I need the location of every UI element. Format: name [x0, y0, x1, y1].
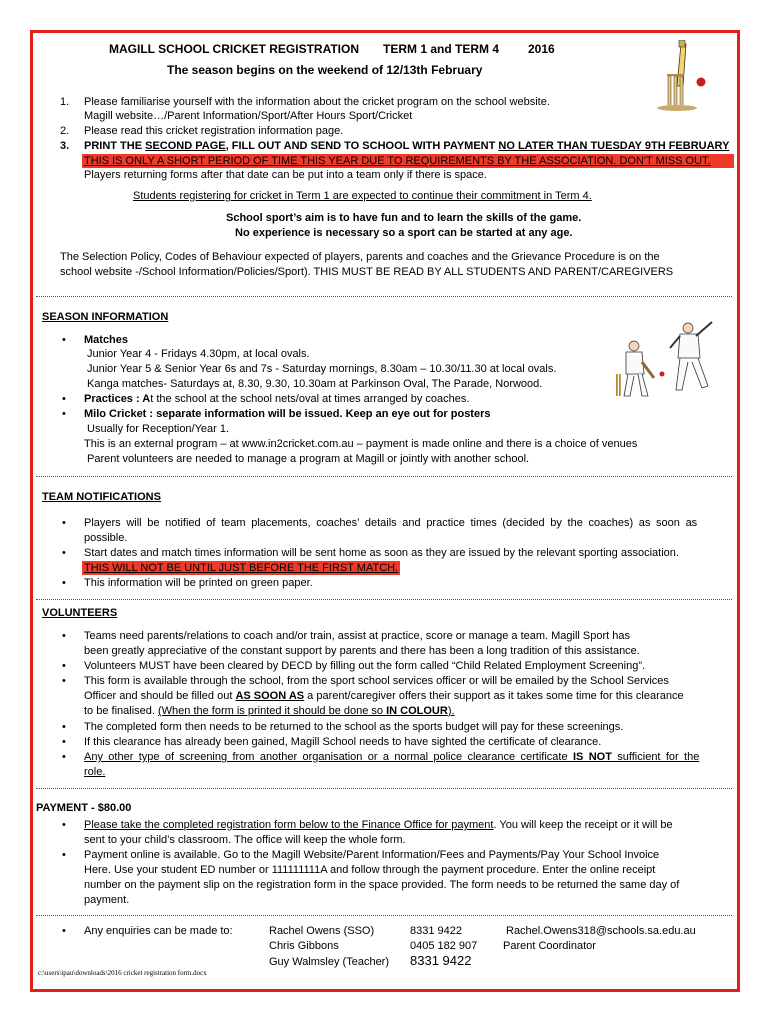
deadline-text: NO LATER THAN TUESDAY 9TH FEBRUARY: [498, 140, 730, 152]
form-title: MAGILL SCHOOL CRICKET REGISTRATION: [109, 42, 360, 56]
screening-note: [84, 750, 699, 764]
bullet: •: [62, 630, 66, 642]
list-number: 1.: [60, 96, 70, 108]
payment-info: number on the payment slip on the registration form in the space provided. The form needs to be returned the same day of: [84, 879, 680, 891]
section-divider: [36, 476, 732, 477]
season-heading: SEASON INFORMATION: [42, 311, 169, 323]
team-notice: Start dates and match times information will be sent home as soon as they are issued by the relevant sporting association.: [84, 547, 679, 559]
emphasis-text: IS NOT: [572, 751, 612, 763]
contact-name: Chris Gibbons: [269, 940, 339, 952]
website-path: Magill website…/Parent Information/Sport/After Hours Sport/Cricket: [84, 110, 413, 122]
volunteer-info: If this clearance has already been gained, Magill School needs to have sighted the certificate of clearance.: [84, 736, 602, 748]
contact-phone: 8331 9422: [410, 925, 462, 937]
commitment-note: Students registering for cricket in Term 1 are expected to continue their commitment in Term 4.: [133, 190, 592, 202]
bullet: •: [62, 675, 66, 687]
team-notice: Players will be notified of team placements, coaches’ details and practice times (decided by the coaches) as soon as: [84, 517, 698, 529]
volunteer-info: Volunteers MUST have been cleared by DECD by filling out the form called “Child Related Employment Screening”.: [84, 660, 646, 672]
text-span: Officer and should be filled out: [84, 690, 236, 702]
volunteer-info: [84, 704, 455, 718]
milo-info: This is an external program – at www.in2cricket.com.au – payment is made online and there is a choice of venues: [84, 438, 638, 450]
text-span: to be finalised.: [84, 705, 158, 717]
section-divider: [36, 915, 732, 916]
emphasis-text: IN COLOUR: [386, 705, 448, 717]
bullet: •: [62, 751, 66, 763]
volunteer-info: [84, 689, 684, 703]
payment-info: Here. Use your student ED number or 111111111A and follow through the payment procedure. Enter the online receipt: [84, 864, 656, 876]
late-form-note: Players returning forms after that date can be put into a team only if there is space.: [84, 169, 487, 181]
section-divider: [36, 599, 732, 600]
term-label: TERM 1 and TERM 4: [383, 42, 500, 56]
file-path-footer: c:\users\ipau\downloads\2016 cricket registration form.docx: [38, 969, 207, 977]
text-span: (When the form is printed it should be done so: [158, 705, 387, 717]
bullet: •: [62, 547, 66, 559]
first-match-warning: THIS WILL NOT BE UNTIL JUST BEFORE THE FIRST MATCH.: [84, 562, 399, 574]
cricket-players-illustration: [614, 318, 724, 400]
volunteer-info: The completed form then needs to be returned to the school as the sports budget will pay for these screenings.: [84, 721, 624, 733]
text-span: ).: [447, 705, 455, 717]
policy-text: The Selection Policy, Codes of Behaviour expected of players, parents and coaches and the Grievance Procedure is on the: [60, 251, 660, 263]
text-span: SECOND PAGE: [145, 140, 226, 152]
bullet: •: [62, 721, 66, 733]
team-notice: This information will be printed on green paper.: [84, 577, 313, 589]
bullet: •: [62, 408, 66, 420]
match-time: Junior Year 5 & Senior Year 6s and 7s - Saturday mornings, 8.30am – 10.30/11.30 at local ovals.: [87, 363, 557, 375]
text-span: Please take the completed registration form below to the Finance Office for payment: [84, 819, 494, 831]
screening-note: role.: [84, 766, 106, 778]
volunteers-heading: VOLUNTEERS: [42, 607, 118, 619]
bullet: •: [62, 736, 66, 748]
practices-label: Practices : A: [84, 393, 151, 405]
season-start: The season begins on the weekend of 12/13th February: [167, 63, 483, 77]
team-notice: possible.: [84, 532, 128, 544]
bullet: •: [62, 577, 66, 589]
payment-info: [84, 818, 673, 832]
text-span: Any other type of screening from another organisation or a normal police clearance certificate: [84, 751, 573, 763]
volunteer-info: been greatly appreciative of the constant support by parents and there has been a long tradition of this assistance.: [84, 645, 640, 657]
policy-text: school website -/School Information/Policies/Sport). THIS MUST BE READ BY ALL STUDENTS AND PARENT/CAREGIVERS: [60, 266, 674, 278]
intro-item-3: [84, 139, 729, 153]
match-time: Junior Year 4 - Fridays 4.30pm, at local ovals.: [87, 348, 310, 360]
payment-info: Payment online is available. Go to the Magill Website/Parent Information/Fees and Payments/Pay Your School Invoice: [84, 849, 660, 861]
intro-item-2: Please read this cricket registration information page.: [84, 125, 344, 137]
text-span: sufficient for the: [611, 751, 700, 763]
payment-heading: PAYMENT - $80.00: [36, 802, 132, 814]
contact-email[interactable]: Rachel.Owens318@schools.sa.edu.au: [506, 925, 696, 937]
contact-phone: 0405 182 907: [410, 940, 478, 952]
short-period-warning: THIS IS ONLY A SHORT PERIOD OF TIME THIS YEAR DUE TO REQUIREMENTS BY THE ASSOCIATION. DON'T MISS OUT.: [82, 154, 734, 168]
contact-phone: 8331 9422: [410, 953, 472, 968]
sport-aim: School sport’s aim is to have fun and to learn the skills of the game.: [226, 212, 582, 224]
milo-cricket: Milo Cricket : separate information will be issued. Keep an eye out for posters: [84, 408, 491, 420]
text-span: a parent/caregiver offers their support as it takes some time for this clearance: [304, 690, 684, 702]
text-span: t the school at the school nets/oval at times arranged by coaches.: [150, 393, 470, 405]
list-number: 2.: [60, 125, 70, 137]
volunteer-info: This form is available through the school, from the sport school services officer or will be emailed by the School Services: [84, 675, 669, 687]
list-number: 3.: [60, 140, 70, 152]
contact-name: Rachel Owens (SSO): [269, 925, 375, 937]
cricket-stumps-illustration: [655, 40, 713, 118]
milo-info: Parent volunteers are needed to manage a program at Magill or jointly with another school.: [87, 453, 530, 465]
contact-role: Parent Coordinator: [503, 940, 596, 952]
bullet: •: [62, 660, 66, 672]
bullet: •: [62, 393, 66, 405]
team-heading: TEAM NOTIFICATIONS: [42, 491, 161, 503]
match-time: Kanga matches- Saturdays at, 8.30, 9.30, 10.30am at Parkinson Oval, The Parade, Norwood.: [87, 378, 543, 390]
enquiries-label: Any enquiries can be made to:: [84, 925, 233, 937]
section-divider: [36, 296, 732, 297]
section-divider: [36, 788, 732, 789]
contact-name: Guy Walmsley (Teacher): [269, 956, 390, 968]
intro-item-1: Please familiarise yourself with the information about the cricket program on the school website.: [84, 96, 550, 108]
bullet: •: [62, 334, 66, 346]
bullet: •: [62, 517, 66, 529]
milo-info: Usually for Reception/Year 1.: [87, 423, 230, 435]
emphasis-text: AS SOON AS: [235, 690, 305, 702]
no-experience-note: No experience is necessary so a sport can be started at any age.: [235, 227, 573, 239]
bullet: •: [62, 849, 66, 861]
text-span: . You will keep the receipt or it will be: [493, 819, 673, 831]
year-label: 2016: [528, 42, 555, 56]
bullet: •: [62, 819, 66, 831]
volunteer-info: Teams need parents/relations to coach and/or train, assist at practice, score or manage a team. Magill Sport has: [84, 630, 630, 642]
matches-label: Matches: [84, 334, 129, 346]
practices-info: [84, 392, 469, 406]
bullet: •: [62, 925, 66, 937]
text-span: , FILL OUT AND SEND TO SCHOOL WITH PAYMENT: [225, 140, 499, 152]
payment-info: sent to your child’s classroom. The office will keep the whole form.: [84, 834, 406, 846]
payment-info: payment.: [84, 894, 130, 906]
text-span: PRINT THE: [84, 140, 146, 152]
